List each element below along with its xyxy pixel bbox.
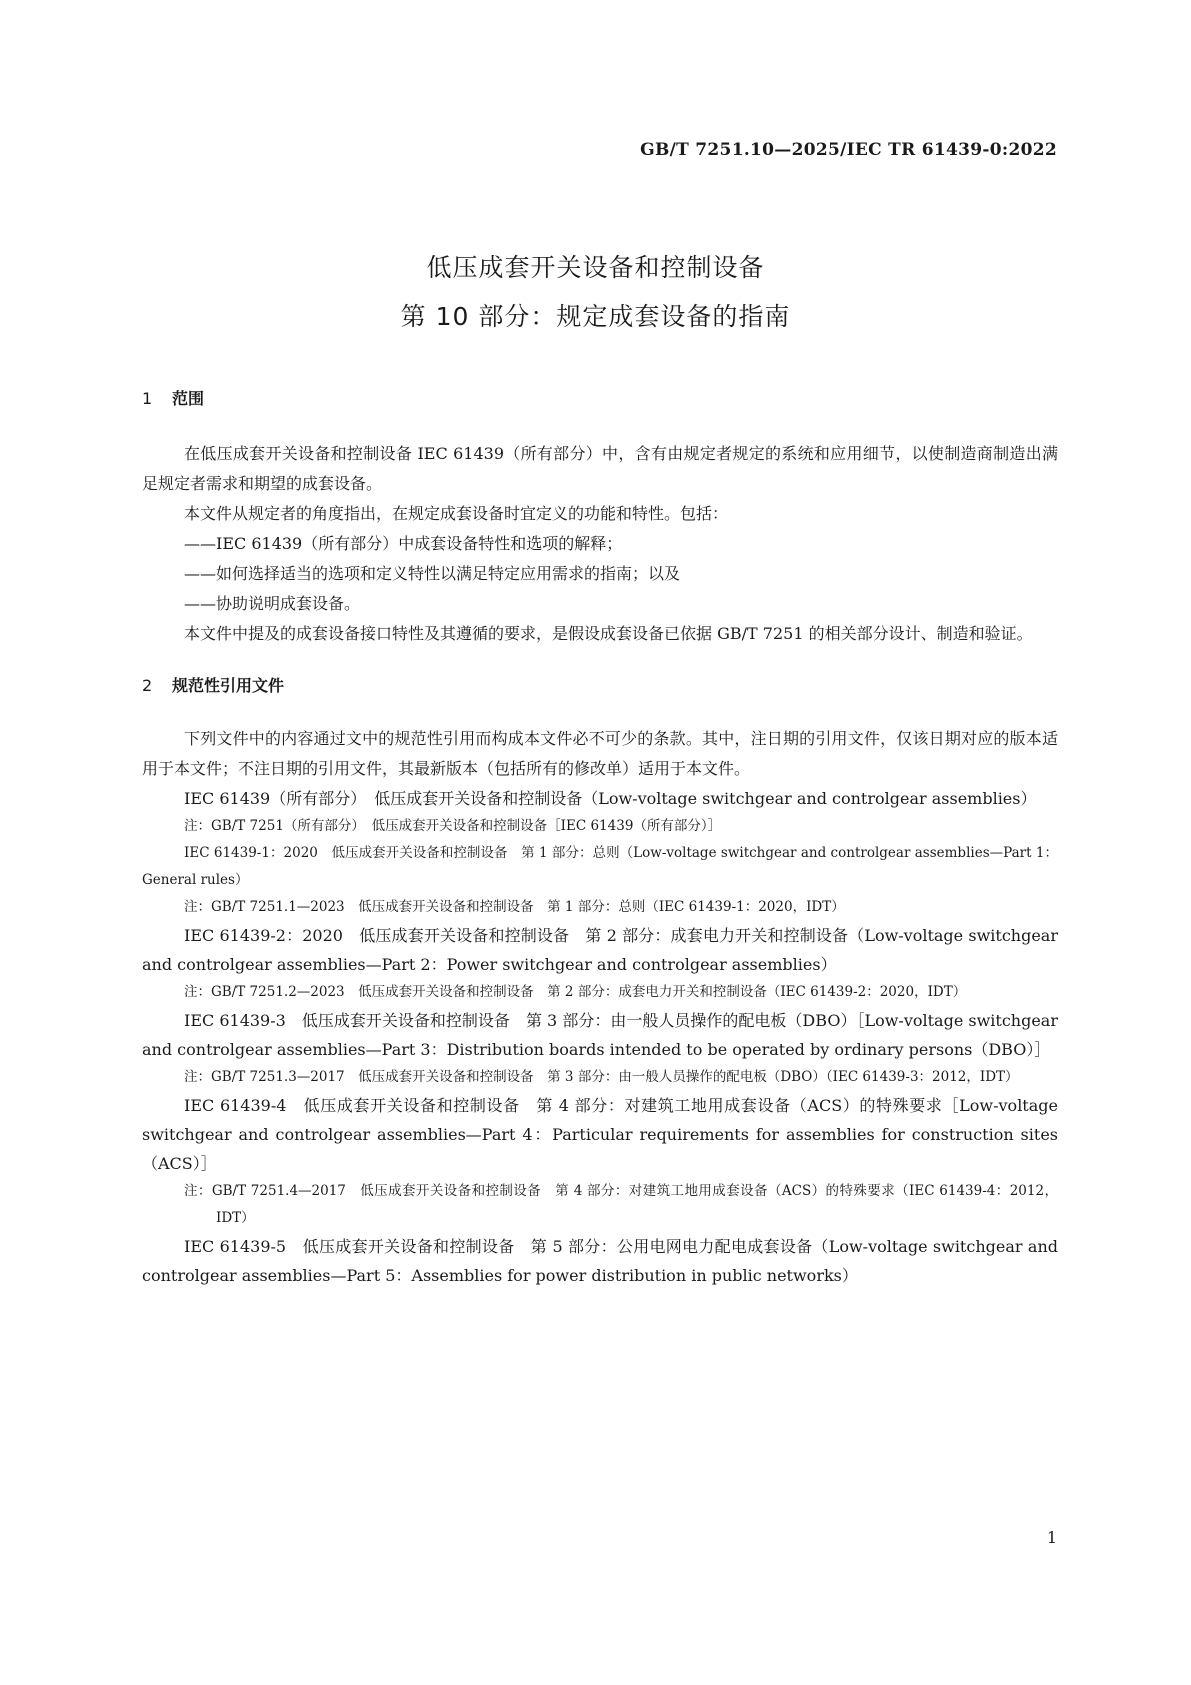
section-2-intro: 下列文件中的内容通过文中的规范性引用而构成本文件必不可少的条款。其中，注日期的引用文件，仅该日期对应的版本适用于本文件；不注日期的引用文件，其最新版本（包括所有的修改单）适用于本文件。 (142, 729, 1058, 778)
reference-note: 注：GB/T 7251.2—2023 低压成套开关设备和控制设备 第 2 部分：成套电力开关和控制设备（IEC 61439-2：2020，IDT） (184, 984, 967, 1000)
title-line-2: 第 10 部分：规定成套设备的指南 (400, 302, 791, 331)
main-content (142, 386, 1058, 1290)
reference-entry: IEC 61439-4 低压成套开关设备和控制设备 第 4 部分：对建筑工地用成套设备（ACS）的特殊要求［Low-voltage switchgear and controlgear assemblies—Part 4：Particular requirements for assemblies for construction sites（ACS）］ (142, 1096, 1058, 1173)
list-item: ——协助说明成套设备。 (184, 594, 361, 613)
section-1-paragraph-1: 在低压成套开关设备和控制设备 IEC 61439（所有部分）中，含有由规定者规定的系统和应用细节，以使制造商制造出满足规定者需求和期望的成套设备。 (142, 444, 1058, 493)
section-1-heading: 1 范围 (142, 389, 205, 408)
section-1-paragraph-3: 本文件中提及的成套设备接口特性及其遵循的要求，是假设成套设备已依据 GB/T 7251 的相关部分设计、制造和验证。 (184, 624, 1033, 643)
reference-list (142, 784, 1058, 1290)
reference-note: 注：GB/T 7251.4—2017 低压成套开关设备和控制设备 第 4 部分：对建筑工地用成套设备（ACS）的特殊要求（IEC 61439-4：2012，IDT） (184, 1183, 1058, 1226)
list-item: ——如何选择适当的选项和定义特性以满足特定应用需求的指南；以及 (184, 564, 681, 583)
standard-code-header: GB/T 7251.10—2025/IEC TR 61439-0:2022 (640, 140, 1057, 160)
section-1-paragraph-2: 本文件从规定者的角度指出，在规定成套设备时宜定义的功能和特性。包括： (184, 504, 729, 523)
page-number: 1 (1046, 1528, 1057, 1547)
section-2-heading: 2 规范性引用文件 (142, 676, 285, 695)
reference-entry: IEC 61439（所有部分） 低压成套开关设备和控制设备（Low-voltage switchgear and controlgear assemblies） (184, 789, 1037, 808)
document-title (0, 243, 1191, 341)
reference-entry: IEC 61439-2：2020 低压成套开关设备和控制设备 第 2 部分：成套电力开关和控制设备（Low-voltage switchgear and controlgear assemblies—Part 2：Power switchgear and controlgear assemblies） (142, 926, 1058, 974)
reference-note: 注：GB/T 7251.1—2023 低压成套开关设备和控制设备 第 1 部分：总则（IEC 61439-1：2020，IDT） (184, 899, 845, 915)
reference-note: 注：GB/T 7251（所有部分） 低压成套开关设备和控制设备［IEC 61439（所有部分）］ (184, 818, 722, 834)
reference-note: 注：GB/T 7251.3—2017 低压成套开关设备和控制设备 第 3 部分：由一般人员操作的配电板（DBO）（IEC 61439-3：2012，IDT） (184, 1069, 1019, 1085)
reference-entry: IEC 61439-3 低压成套开关设备和控制设备 第 3 部分：由一般人员操作的配电板（DBO）［Low-voltage switchgear and controlgear assemblies—Part 3：Distribution boards intended to be operated by ordinary persons（DBO）］ (142, 1011, 1058, 1059)
reference-entry: IEC 61439-1：2020 低压成套开关设备和控制设备 第 1 部分：总则（Low-voltage switchgear and controlgear assemblies—Part 1：General rules） (142, 845, 1058, 888)
list-item: ——IEC 61439（所有部分）中成套设备特性和选项的解释； (184, 534, 623, 553)
title-line-1: 低压成套开关设备和控制设备 (426, 253, 765, 282)
reference-entry: IEC 61439-5 低压成套开关设备和控制设备 第 5 部分：公用电网电力配电成套设备（Low-voltage switchgear and controlgear assemblies—Part 5：Assemblies for power distribution in public networks） (142, 1237, 1058, 1285)
